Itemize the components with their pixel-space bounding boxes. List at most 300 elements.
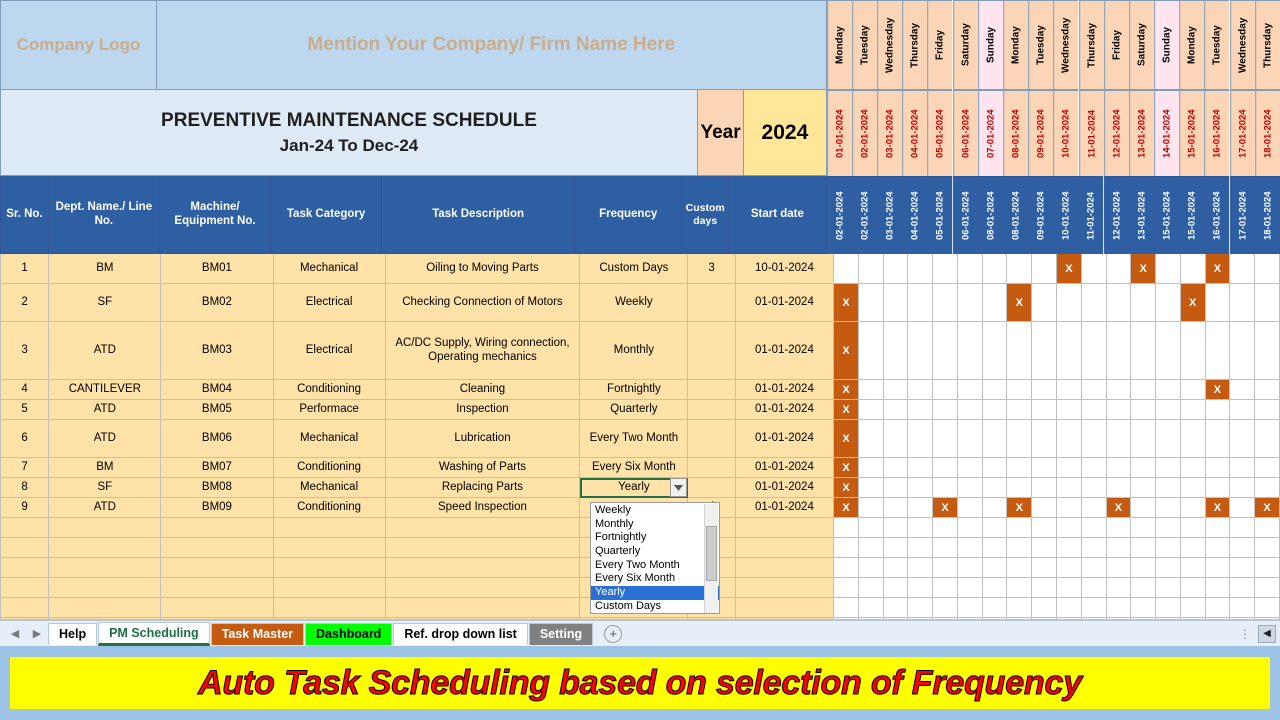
cell-dept-name[interactable]: SF (49, 478, 161, 498)
schedule-mark-cell (1230, 284, 1255, 322)
date-column-header-cell: 17-01-2024 (1230, 176, 1255, 254)
schedule-mark-cell (933, 598, 958, 618)
dropdown-option[interactable]: Weekly (595, 504, 631, 516)
table-row[interactable] (0, 254, 1280, 284)
schedule-mark-cell (1230, 400, 1255, 420)
cell-dept-name[interactable]: SF (49, 284, 161, 322)
cell-task-description[interactable]: Checking Connection of Motors (386, 284, 581, 322)
schedule-mark-cell (908, 478, 933, 498)
year-value[interactable]: 2024 (744, 90, 826, 176)
schedule-mark-cell (1206, 518, 1231, 538)
schedule-mark-cell (1032, 578, 1057, 598)
schedule-mark-cell (1206, 558, 1231, 578)
dropdown-scrollbar-thumb[interactable] (706, 526, 717, 581)
cell-empty[interactable] (274, 518, 386, 538)
date-column-header-cell: 03-01-2024 (877, 176, 902, 254)
cell-empty[interactable] (0, 598, 49, 618)
schedule-mark-cell (1156, 538, 1181, 558)
schedule-mark-cell (1057, 458, 1082, 478)
schedule-mark-cell-active: X (1206, 254, 1231, 284)
table-row[interactable] (0, 478, 1280, 498)
schedule-mark-cell (1032, 478, 1057, 498)
cell-start-date[interactable]: 01-01-2024 (736, 458, 834, 478)
schedule-mark-cell (1131, 380, 1156, 400)
schedule-mark-cell (1206, 578, 1231, 598)
cell-task-description[interactable]: Washing of Parts (386, 458, 581, 478)
cell-sr-no: 7 (0, 458, 49, 478)
schedule-mark-cell (859, 284, 884, 322)
schedule-mark-cell (1131, 578, 1156, 598)
cell-task-category[interactable]: Electrical (274, 322, 386, 380)
schedule-mark-cell (1206, 458, 1231, 478)
schedule-mark-cell (1206, 538, 1231, 558)
cell-machine-no[interactable]: BM09 (161, 498, 273, 518)
cell-empty[interactable] (161, 538, 273, 558)
schedule-mark-cell (933, 254, 958, 284)
cell-empty[interactable] (161, 518, 273, 538)
cell-empty[interactable] (274, 558, 386, 578)
schedule-mark-cell (983, 518, 1008, 538)
schedule-mark-cell (1230, 578, 1255, 598)
day-header-cell: Tuesday (852, 0, 877, 90)
cell-sr-no: 1 (0, 254, 49, 284)
cell-empty[interactable] (0, 518, 49, 538)
schedule-mark-cell (1156, 498, 1181, 518)
schedule-mark-cell (1255, 538, 1280, 558)
date-column-header-cell: 16-01-2024 (1204, 176, 1229, 254)
caption-box (10, 657, 1270, 709)
cell-empty[interactable] (49, 518, 161, 538)
schedule-mark-cell (1255, 420, 1280, 458)
sheet-prev-arrow-icon[interactable]: ◀ (10, 628, 20, 640)
schedule-mark-cell-active: X (1131, 254, 1156, 284)
schedule-mark-cell (908, 322, 933, 380)
schedule-mark-cell (1255, 598, 1280, 618)
cell-start-date[interactable]: 01-01-2024 (736, 322, 834, 380)
schedule-mark-cell (1230, 518, 1255, 538)
day-header-cell: Friday (927, 0, 952, 90)
schedule-mark-cell (1131, 518, 1156, 538)
schedule-mark-cell (1107, 400, 1132, 420)
schedule-mark-cell (908, 284, 933, 322)
title-band (0, 90, 1280, 176)
schedule-mark-cell (1007, 420, 1032, 458)
column-header-row (0, 176, 1280, 254)
schedule-mark-cell (1057, 478, 1082, 498)
cell-empty[interactable] (736, 518, 834, 538)
schedule-mark-cell (1230, 598, 1255, 618)
cell-empty[interactable] (161, 558, 273, 578)
table-row[interactable] (0, 380, 1280, 400)
schedule-mark-cell (1206, 420, 1231, 458)
column-header-task-category: Task Category (271, 176, 382, 254)
cell-empty[interactable] (274, 538, 386, 558)
schedule-mark-cell (933, 578, 958, 598)
table-row[interactable] (0, 284, 1280, 322)
column-header-start-date: Start date (729, 176, 826, 254)
schedule-mark-cell (908, 380, 933, 400)
schedule-mark-cell (1206, 400, 1231, 420)
schedule-mark-cell (859, 322, 884, 380)
dropdown-option[interactable]: Monthly (595, 517, 634, 530)
cell-frequency[interactable]: Every Two Month (580, 420, 688, 458)
cell-empty[interactable] (386, 578, 581, 598)
schedule-mark-cell (1107, 558, 1132, 578)
schedule-mark-cell (1007, 578, 1032, 598)
cell-start-date[interactable]: 01-01-2024 (736, 478, 834, 498)
cell-start-date[interactable]: 01-01-2024 (736, 400, 834, 420)
dropdown-scrollbar[interactable] (704, 504, 718, 613)
schedule-mark-cell (1181, 558, 1206, 578)
dropdown-option[interactable]: Every Six Month (595, 572, 676, 585)
schedule-mark-cell-active: X (1206, 380, 1231, 400)
schedule-mark-cell (884, 322, 909, 380)
schedule-mark-cell-active: X (834, 420, 859, 458)
day-header-cell: Sunday (1154, 0, 1179, 90)
date-header-top-cell: 02-01-2024 (852, 90, 877, 176)
schedule-mark-cell (1057, 380, 1082, 400)
date-header-top-cell: 08-01-2024 (1003, 90, 1028, 176)
day-header-cell: Monday (1179, 0, 1204, 90)
schedule-mark-cell (1206, 322, 1231, 380)
cell-task-description[interactable]: Lubrication (386, 420, 581, 458)
schedule-mark-cell-active: X (1007, 284, 1032, 322)
cell-frequency[interactable]: Weekly (580, 284, 688, 322)
schedule-mark-cell (1032, 380, 1057, 400)
cell-custom-days[interactable] (688, 284, 735, 322)
cell-machine-no[interactable]: BM03 (161, 322, 273, 380)
dropdown-option[interactable]: Custom Days (595, 599, 662, 612)
date-column-header-cell: 08-01-2024 (1003, 176, 1028, 254)
company-logo-placeholder[interactable]: Company Logo (0, 0, 157, 90)
column-header-sr: Sr. No. (0, 176, 49, 254)
schedule-mark-cell (1032, 254, 1057, 284)
date-header-top-cell: 11-01-2024 (1079, 90, 1104, 176)
schedule-mark-cell-active: X (834, 284, 859, 322)
schedule-mark-cell (1082, 478, 1107, 498)
schedule-mark-cell (1181, 498, 1206, 518)
column-header-dept: Dept. Name./ Line No. (49, 176, 160, 254)
schedule-mark-cell (859, 538, 884, 558)
schedule-mark-cell (1230, 538, 1255, 558)
day-header-cell: Saturday (953, 0, 978, 90)
cell-dept-name[interactable]: BM (49, 458, 161, 478)
schedule-mark-cell (859, 400, 884, 420)
dropdown-option[interactable]: Fortnightly (595, 531, 647, 544)
schedule-mark-cell (958, 498, 983, 518)
cell-empty[interactable] (0, 538, 49, 558)
cell-task-category[interactable]: Mechanical (274, 478, 386, 498)
cell-machine-no[interactable]: BM06 (161, 420, 273, 458)
schedule-mark-cell-active: X (834, 478, 859, 498)
schedule-mark-cell (884, 254, 909, 284)
cell-dept-name[interactable]: ATD (49, 322, 161, 380)
schedule-mark-cell-active: X (834, 458, 859, 478)
day-header-cell: Wednesday (1053, 0, 1078, 90)
cell-start-date[interactable]: 10-01-2024 (736, 254, 834, 284)
column-header-task-description: Task Description (382, 176, 575, 254)
schedule-mark-cell (1206, 478, 1231, 498)
schedule-mark-cell (908, 518, 933, 538)
cell-task-category[interactable]: Conditioning (274, 498, 386, 518)
cell-task-category[interactable]: Mechanical (274, 420, 386, 458)
cell-empty[interactable] (274, 598, 386, 618)
cell-task-description[interactable]: Inspection (386, 400, 581, 420)
cell-empty[interactable] (161, 578, 273, 598)
cell-empty[interactable] (736, 558, 834, 578)
schedule-mark-cell (1230, 380, 1255, 400)
cell-frequency[interactable]: Custom Days (580, 254, 688, 284)
cell-dept-name[interactable]: CANTILEVER (49, 380, 161, 400)
cell-dept-name[interactable]: ATD (49, 498, 161, 518)
dropdown-option[interactable]: Every Two Month (595, 558, 680, 571)
schedule-mark-cell (834, 254, 859, 284)
schedule-mark-cell (1032, 400, 1057, 420)
cell-task-category[interactable]: Conditioning (274, 380, 386, 400)
schedule-mark-cell (1107, 578, 1132, 598)
schedule-mark-cell (1057, 420, 1082, 458)
sheet-tab-dashboard[interactable]: Dashboard (305, 623, 392, 645)
schedule-mark-cell (859, 380, 884, 400)
schedule-mark-cell (933, 538, 958, 558)
schedule-mark-cell-active: X (1206, 498, 1231, 518)
schedule-mark-cell (1131, 598, 1156, 618)
schedule-mark-cell (1181, 458, 1206, 478)
cell-empty[interactable] (0, 558, 49, 578)
dropdown-option[interactable]: Yearly (591, 586, 719, 600)
company-name-placeholder[interactable]: Mention Your Company/ Firm Name Here (157, 0, 827, 90)
schedule-mark-cell (834, 538, 859, 558)
schedule-mark-cell-active: X (933, 498, 958, 518)
cell-empty[interactable] (386, 538, 581, 558)
schedule-mark-cell (859, 518, 884, 538)
cell-empty[interactable] (49, 598, 161, 618)
cell-start-date[interactable]: 01-01-2024 (736, 420, 834, 458)
schedule-mark-cell (958, 400, 983, 420)
date-header-top-cell: 09-01-2024 (1028, 90, 1053, 176)
schedule-mark-cell (1131, 458, 1156, 478)
schedule-mark-cell (983, 478, 1008, 498)
cell-sr-no: 6 (0, 420, 49, 458)
schedule-mark-cell (1082, 420, 1107, 458)
day-header-cell: Monday (1003, 0, 1028, 90)
horizontal-scroll-left-button[interactable]: ◀ (1258, 625, 1276, 643)
cell-empty[interactable] (736, 598, 834, 618)
schedule-mark-cell (1181, 254, 1206, 284)
schedule-mark-cell (1156, 254, 1181, 284)
schedule-mark-cell (1156, 558, 1181, 578)
table-row[interactable] (0, 400, 1280, 420)
cell-machine-no[interactable]: BM01 (161, 254, 273, 284)
cell-custom-days[interactable] (688, 380, 735, 400)
chevron-down-icon[interactable] (670, 478, 687, 497)
schedule-mark-cell (1230, 458, 1255, 478)
schedule-mark-cell (1131, 558, 1156, 578)
schedule-mark-cell (1156, 400, 1181, 420)
schedule-mark-cell-active: X (1007, 498, 1032, 518)
schedule-mark-cell (884, 498, 909, 518)
date-header-top-cell: 15-01-2024 (1179, 90, 1204, 176)
schedule-mark-cell (958, 420, 983, 458)
schedule-mark-cell (908, 578, 933, 598)
schedule-mark-cell (1131, 498, 1156, 518)
date-column-header-cell: 04-01-2024 (902, 176, 927, 254)
table-row[interactable] (0, 458, 1280, 478)
schedule-mark-cell (884, 578, 909, 598)
table-row[interactable] (0, 322, 1280, 380)
cell-dept-name[interactable]: ATD (49, 420, 161, 458)
schedule-mark-cell (958, 380, 983, 400)
schedule-mark-cell (1255, 478, 1280, 498)
cell-empty[interactable] (274, 578, 386, 598)
cell-dept-name[interactable]: BM (49, 254, 161, 284)
cell-empty[interactable] (736, 578, 834, 598)
sheet-tab-task-master[interactable]: Task Master (211, 623, 304, 645)
cell-machine-no[interactable]: BM07 (161, 458, 273, 478)
cell-custom-days[interactable] (688, 322, 735, 380)
cell-task-description[interactable]: Replacing Parts (386, 478, 581, 498)
cell-dept-name[interactable]: ATD (49, 400, 161, 420)
sheet-tabs (48, 622, 594, 646)
schedule-mark-cell (884, 598, 909, 618)
cell-sr-no: 3 (0, 322, 49, 380)
cell-frequency[interactable]: Every Six Month (580, 458, 688, 478)
title-line-1: PREVENTIVE MAINTENANCE SCHEDULE (161, 109, 537, 131)
schedule-mark-cell (1156, 322, 1181, 380)
cell-custom-days[interactable] (688, 478, 735, 498)
cell-machine-no[interactable]: BM08 (161, 478, 273, 498)
cell-machine-no[interactable]: BM04 (161, 380, 273, 400)
schedule-mark-cell (933, 558, 958, 578)
cell-task-description[interactable]: Speed Inspection (386, 498, 581, 518)
schedule-mark-cell (908, 420, 933, 458)
schedule-mark-cell (1206, 598, 1231, 618)
schedule-mark-cell (1007, 400, 1032, 420)
sheet-tab-pm-scheduling[interactable]: PM Scheduling (98, 622, 210, 646)
cell-task-category[interactable]: Electrical (274, 284, 386, 322)
schedule-mark-cell (1181, 380, 1206, 400)
cell-frequency[interactable]: Monthly (580, 322, 688, 380)
schedule-mark-cell (884, 478, 909, 498)
cell-frequency[interactable]: Yearly (580, 478, 688, 498)
schedule-mark-cell (1255, 578, 1280, 598)
cell-empty[interactable] (49, 578, 161, 598)
schedule-mark-cell-active: X (834, 380, 859, 400)
schedule-mark-cell (1082, 578, 1107, 598)
schedule-mark-cell (1255, 380, 1280, 400)
cell-task-description[interactable]: AC/DC Supply, Wiring connection, Operating mechanics (386, 322, 581, 380)
frequency-dropdown-list[interactable] (590, 502, 720, 614)
cell-task-description[interactable]: Cleaning (386, 380, 581, 400)
date-column-header-cell: 08-01-2024 (978, 176, 1003, 254)
cell-custom-days[interactable]: 3 (688, 254, 735, 284)
year-label: Year (698, 90, 744, 176)
schedule-mark-cell (983, 400, 1008, 420)
schedule-mark-cell (983, 284, 1008, 322)
dropdown-option[interactable]: Quarterly (595, 545, 641, 558)
cell-empty[interactable] (49, 558, 161, 578)
schedule-mark-cell (1181, 578, 1206, 598)
schedule-mark-cell (1206, 284, 1231, 322)
cell-empty[interactable] (386, 558, 581, 578)
cell-frequency[interactable]: Quarterly (580, 400, 688, 420)
add-sheet-button[interactable]: + (604, 625, 622, 643)
sheet-tab-setting[interactable]: Setting (529, 623, 593, 645)
schedule-mark-cell (908, 598, 933, 618)
schedule-mark-cell (1255, 322, 1280, 380)
schedule-mark-cell (1181, 518, 1206, 538)
schedule-mark-cell (1230, 558, 1255, 578)
cell-start-date[interactable]: 01-01-2024 (736, 380, 834, 400)
cell-sr-no: 2 (0, 284, 49, 322)
date-header-top-cell: 18-01-2024 (1255, 90, 1280, 176)
cell-empty[interactable] (0, 578, 49, 598)
cell-task-category[interactable]: Conditioning (274, 458, 386, 478)
schedule-mark-cell (958, 254, 983, 284)
header-strip (0, 0, 1280, 90)
cell-custom-days[interactable] (688, 400, 735, 420)
schedule-mark-cell (1007, 558, 1032, 578)
cell-custom-days[interactable] (688, 458, 735, 478)
date-column-header-cell: 02-01-2024 (852, 176, 877, 254)
scrollbar-grip-icon[interactable]: ⋮ (1239, 626, 1252, 641)
date-column-header-cell: 10-01-2024 (1053, 176, 1078, 254)
schedule-mark-cell (1032, 284, 1057, 322)
cell-frequency[interactable]: Fortnightly (580, 380, 688, 400)
sheet-tab-help[interactable]: Help (48, 623, 97, 645)
schedule-mark-cell (1082, 498, 1107, 518)
sheet-tab-ref-drop-down-list[interactable]: Ref. drop down list (393, 623, 528, 645)
table-row[interactable] (0, 420, 1280, 458)
cell-empty[interactable] (161, 598, 273, 618)
schedule-mark-cell (834, 558, 859, 578)
cell-task-category[interactable]: Mechanical (274, 254, 386, 284)
schedule-mark-cell (859, 458, 884, 478)
cell-custom-days[interactable] (688, 420, 735, 458)
day-header-cell: Monday (827, 0, 852, 90)
schedule-mark-cell (1156, 420, 1181, 458)
cell-empty[interactable] (386, 518, 581, 538)
cell-empty[interactable] (736, 538, 834, 558)
cell-task-category[interactable]: Performace (274, 400, 386, 420)
schedule-mark-cell (1057, 598, 1082, 618)
cell-empty[interactable] (386, 598, 581, 618)
schedule-mark-cell (884, 420, 909, 458)
tab-bar-right-controls (1239, 625, 1280, 643)
sheet-next-arrow-icon[interactable]: ▶ (32, 628, 42, 640)
schedule-mark-cell (884, 400, 909, 420)
schedule-mark-cell (983, 322, 1008, 380)
cell-start-date[interactable]: 01-01-2024 (736, 498, 834, 518)
date-header-top-cell: 03-01-2024 (877, 90, 902, 176)
schedule-mark-cell (1255, 254, 1280, 284)
cell-machine-no[interactable]: BM05 (161, 400, 273, 420)
cell-empty[interactable] (49, 538, 161, 558)
schedule-mark-cell (1255, 518, 1280, 538)
schedule-mark-cell (1107, 458, 1132, 478)
date-header-top-cell: 16-01-2024 (1204, 90, 1229, 176)
cell-start-date[interactable]: 01-01-2024 (736, 284, 834, 322)
sheet-nav-arrows[interactable] (4, 627, 48, 640)
cell-task-description[interactable]: Oiling to Moving Parts (386, 254, 581, 284)
schedule-mark-cell (1230, 254, 1255, 284)
schedule-mark-cell (1007, 254, 1032, 284)
schedule-mark-cell (983, 578, 1008, 598)
cell-machine-no[interactable]: BM02 (161, 284, 273, 322)
schedule-mark-cell (1107, 478, 1132, 498)
date-column-header-cell: 13-01-2024 (1129, 176, 1154, 254)
schedule-mark-cell (983, 538, 1008, 558)
